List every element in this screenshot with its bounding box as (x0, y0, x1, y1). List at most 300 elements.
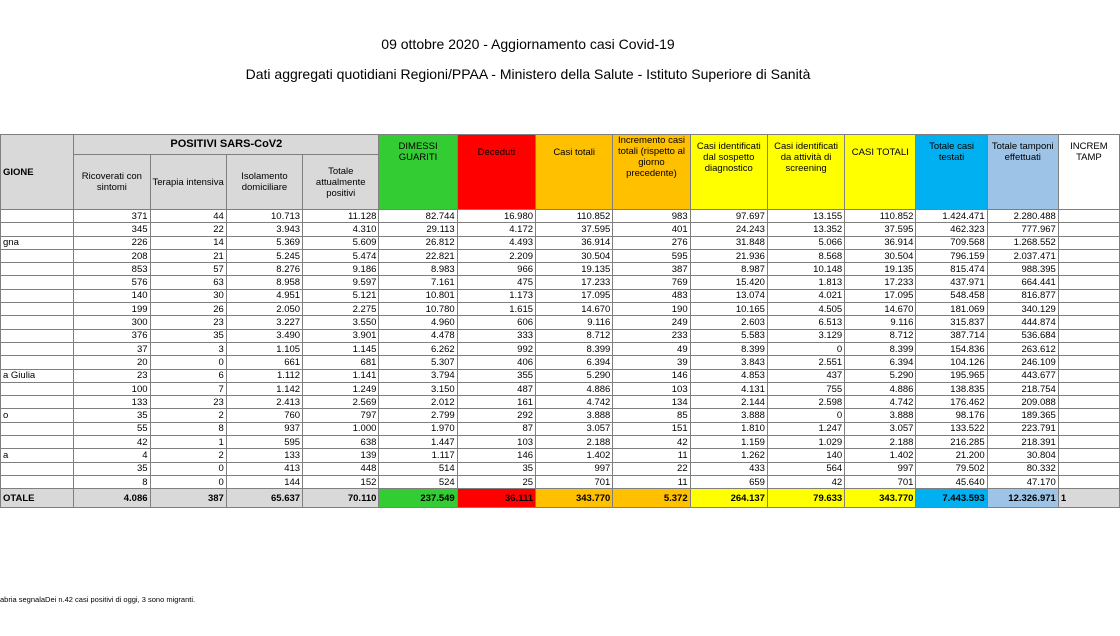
data-cell: 3.150 (379, 382, 457, 395)
data-cell: 110.852 (845, 210, 916, 223)
total-row (1, 489, 1120, 508)
data-cell: 4.742 (845, 396, 916, 409)
data-cell: 524 (379, 475, 457, 488)
incremento-tamponi-cell (1058, 236, 1119, 249)
data-cell: 98.176 (916, 409, 987, 422)
data-cell: 13.155 (767, 210, 844, 223)
region-cell (1, 422, 74, 435)
data-cell: 595 (226, 436, 302, 449)
data-cell: 966 (457, 263, 535, 276)
data-cell: 4.960 (379, 316, 457, 329)
data-cell: 709.568 (916, 236, 987, 249)
data-cell: 1.447 (379, 436, 457, 449)
data-cell: 769 (613, 276, 690, 289)
table-row (1, 210, 1120, 223)
data-cell: 11 (613, 449, 690, 462)
data-cell: 82.744 (379, 210, 457, 223)
incremento-tamponi-cell (1058, 409, 1119, 422)
data-cell: 988.395 (987, 263, 1058, 276)
table-row (1, 289, 1120, 302)
data-cell: 8.983 (379, 263, 457, 276)
data-cell: 333 (457, 329, 535, 342)
data-cell: 2.188 (536, 436, 613, 449)
data-cell: 20 (74, 356, 150, 369)
data-cell: 387 (613, 263, 690, 276)
data-cell: 10.801 (379, 289, 457, 302)
data-cell: 1.813 (767, 276, 844, 289)
data-cell: 548.458 (916, 289, 987, 302)
data-cell: 146 (613, 369, 690, 382)
data-cell: 35 (457, 462, 535, 475)
data-cell: 199 (74, 303, 150, 316)
data-cell: 5.290 (536, 369, 613, 382)
data-cell: 249 (613, 316, 690, 329)
data-cell: 146 (457, 449, 535, 462)
data-cell: 5.369 (226, 236, 302, 249)
data-cell: 144 (226, 475, 302, 488)
data-cell: 97.697 (690, 210, 767, 223)
incremento-tamponi-cell (1058, 449, 1119, 462)
data-cell: 9.186 (303, 263, 379, 276)
incremento-tamponi-cell (1058, 342, 1119, 355)
total-cell: 343.770 (845, 489, 916, 508)
data-cell: 44 (150, 210, 226, 223)
data-cell: 5.066 (767, 236, 844, 249)
data-cell: 797 (303, 409, 379, 422)
data-cell: 22 (150, 223, 226, 236)
data-cell: 3.943 (226, 223, 302, 236)
data-cell: 483 (613, 289, 690, 302)
data-cell: 5.290 (845, 369, 916, 382)
data-cell: 37 (74, 342, 150, 355)
total-cell: 12.326.971 (987, 489, 1058, 508)
data-cell: 1.117 (379, 449, 457, 462)
header-sospetto: Casi identificati dal sospetto diagnostico (690, 135, 767, 210)
region-cell (1, 303, 74, 316)
data-cell: 4.021 (767, 289, 844, 302)
data-cell: 1.615 (457, 303, 535, 316)
data-cell: 9.597 (303, 276, 379, 289)
data-cell: 208 (74, 249, 150, 262)
data-cell: 17.233 (845, 276, 916, 289)
data-cell: 37.595 (536, 223, 613, 236)
data-cell: 57 (150, 263, 226, 276)
data-cell: 7.161 (379, 276, 457, 289)
total-cell: 7.443.593 (916, 489, 987, 508)
data-cell: 576 (74, 276, 150, 289)
region-cell (1, 396, 74, 409)
data-cell: 30.504 (845, 249, 916, 262)
data-cell: 36.914 (536, 236, 613, 249)
data-cell: 24.243 (690, 223, 767, 236)
header-dimessi: DIMESSI GUARITI (379, 135, 457, 210)
data-cell: 16.980 (457, 210, 535, 223)
data-cell: 35 (150, 329, 226, 342)
region-cell (1, 475, 74, 488)
data-cell: 992 (457, 342, 535, 355)
total-cell: 70.110 (303, 489, 379, 508)
data-cell: 138.835 (916, 382, 987, 395)
data-cell: 1.810 (690, 422, 767, 435)
data-cell: 6.262 (379, 342, 457, 355)
data-cell: 475 (457, 276, 535, 289)
data-cell: 4.310 (303, 223, 379, 236)
incremento-tamponi-cell (1058, 396, 1119, 409)
data-cell: 30.804 (987, 449, 1058, 462)
table-row (1, 396, 1120, 409)
data-cell: 401 (613, 223, 690, 236)
data-cell: 701 (536, 475, 613, 488)
data-cell: 1.000 (303, 422, 379, 435)
data-cell: 4.172 (457, 223, 535, 236)
data-cell: 462.323 (916, 223, 987, 236)
incremento-tamponi-cell (1058, 422, 1119, 435)
header-screening: Casi identificati da attività di screening (767, 135, 844, 210)
data-cell: 0 (150, 356, 226, 369)
data-cell: 10.780 (379, 303, 457, 316)
region-cell (1, 223, 74, 236)
region-cell: a (1, 449, 74, 462)
data-cell: 39 (613, 356, 690, 369)
data-cell: 176.462 (916, 396, 987, 409)
data-cell: 1.249 (303, 382, 379, 395)
data-cell: 30.504 (536, 249, 613, 262)
incremento-tamponi-cell (1058, 263, 1119, 276)
region-cell (1, 462, 74, 475)
data-cell: 1 (150, 436, 226, 449)
header-deceduti: Deceduti (457, 135, 535, 210)
data-cell: 345 (74, 223, 150, 236)
table-row (1, 436, 1120, 449)
data-cell: 3.888 (536, 409, 613, 422)
incremento-tamponi-cell (1058, 369, 1119, 382)
data-cell: 8.712 (845, 329, 916, 342)
data-cell: 10.148 (767, 263, 844, 276)
data-cell: 997 (536, 462, 613, 475)
incremento-tamponi-cell (1058, 289, 1119, 302)
total-cell: 264.137 (690, 489, 767, 508)
region-cell (1, 356, 74, 369)
data-cell: 189.365 (987, 409, 1058, 422)
data-cell: 2.144 (690, 396, 767, 409)
table-row (1, 236, 1120, 249)
incremento-tamponi-cell (1058, 436, 1119, 449)
data-cell: 387.714 (916, 329, 987, 342)
data-cell: 701 (845, 475, 916, 488)
region-cell (1, 436, 74, 449)
data-cell: 42 (74, 436, 150, 449)
data-cell: 816.877 (987, 289, 1058, 302)
data-cell: 2 (150, 409, 226, 422)
data-cell: 406 (457, 356, 535, 369)
data-cell: 443.677 (987, 369, 1058, 382)
data-cell: 1.402 (845, 449, 916, 462)
data-cell: 2.050 (226, 303, 302, 316)
data-cell: 413 (226, 462, 302, 475)
incremento-tamponi-cell (1058, 249, 1119, 262)
data-cell: 8.399 (690, 342, 767, 355)
data-cell: 2.037.471 (987, 249, 1058, 262)
data-cell: 85 (613, 409, 690, 422)
data-cell: 133.522 (916, 422, 987, 435)
data-cell: 30 (150, 289, 226, 302)
data-cell: 3.057 (536, 422, 613, 435)
data-cell: 4.493 (457, 236, 535, 249)
data-cell: 796.159 (916, 249, 987, 262)
data-cell: 777.967 (987, 223, 1058, 236)
table-row (1, 249, 1120, 262)
data-cell: 514 (379, 462, 457, 475)
data-cell: 3.901 (303, 329, 379, 342)
data-cell: 181.069 (916, 303, 987, 316)
region-cell: o (1, 409, 74, 422)
data-cell: 4.131 (690, 382, 767, 395)
data-cell: 23 (150, 316, 226, 329)
data-table-wrapper (0, 134, 1108, 508)
data-cell: 937 (226, 422, 302, 435)
data-cell: 3.550 (303, 316, 379, 329)
data-cell: 15.420 (690, 276, 767, 289)
data-cell: 103 (613, 382, 690, 395)
data-cell: 2.275 (303, 303, 379, 316)
data-cell: 14.670 (845, 303, 916, 316)
table-row (1, 342, 1120, 355)
data-cell: 3.843 (690, 356, 767, 369)
data-cell: 3.227 (226, 316, 302, 329)
data-cell: 1.145 (303, 342, 379, 355)
data-cell: 133 (226, 449, 302, 462)
data-cell: 42 (767, 475, 844, 488)
data-cell: 8.276 (226, 263, 302, 276)
data-cell: 42 (613, 436, 690, 449)
data-cell: 2.598 (767, 396, 844, 409)
data-cell: 14 (150, 236, 226, 249)
report-subtitle: Dati aggregati quotidiani Regioni/PPAA - Ministero della Salute - Istituto Superiore di Sanità (245, 66, 811, 82)
data-cell: 3.888 (690, 409, 767, 422)
header-casi-totali: Casi totali (536, 135, 613, 210)
total-cell: 387 (150, 489, 226, 508)
data-cell: 11.128 (303, 210, 379, 223)
data-cell: 276 (613, 236, 690, 249)
data-cell: 853 (74, 263, 150, 276)
data-cell: 3.129 (767, 329, 844, 342)
table-row (1, 263, 1120, 276)
data-cell: 5.583 (690, 329, 767, 342)
data-cell: 437 (767, 369, 844, 382)
data-cell: 4.886 (845, 382, 916, 395)
total-cell: 5.372 (613, 489, 690, 508)
data-cell: 35 (74, 462, 150, 475)
data-cell: 80.332 (987, 462, 1058, 475)
data-cell: 659 (690, 475, 767, 488)
data-cell: 1.268.552 (987, 236, 1058, 249)
data-cell: 45.640 (916, 475, 987, 488)
data-cell: 79.502 (916, 462, 987, 475)
region-cell (1, 210, 74, 223)
data-cell: 209.088 (987, 396, 1058, 409)
data-cell: 133 (74, 396, 150, 409)
data-cell: 5.121 (303, 289, 379, 302)
data-cell: 661 (226, 356, 302, 369)
data-cell: 5.474 (303, 249, 379, 262)
data-cell: 8.568 (767, 249, 844, 262)
data-cell: 4.853 (690, 369, 767, 382)
region-cell (1, 329, 74, 342)
data-cell: 26 (150, 303, 226, 316)
header-positivi-group: POSITIVI SARS-CoV2 (74, 135, 379, 155)
data-cell: 8.399 (536, 342, 613, 355)
data-cell: 2.280.488 (987, 210, 1058, 223)
header-incremento-tamponi: INCREM TAMP (1058, 135, 1119, 210)
data-cell: 26.812 (379, 236, 457, 249)
table-row (1, 409, 1120, 422)
data-cell: 263.612 (987, 342, 1058, 355)
data-cell: 1.402 (536, 449, 613, 462)
data-cell: 152 (303, 475, 379, 488)
data-cell: 9.116 (536, 316, 613, 329)
data-cell: 4.886 (536, 382, 613, 395)
data-cell: 19.135 (536, 263, 613, 276)
data-cell: 300 (74, 316, 150, 329)
data-cell: 13.352 (767, 223, 844, 236)
data-cell: 1.105 (226, 342, 302, 355)
data-cell: 140 (767, 449, 844, 462)
total-cell: 237.549 (379, 489, 457, 508)
data-cell: 2.799 (379, 409, 457, 422)
data-cell: 376 (74, 329, 150, 342)
data-cell: 17.233 (536, 276, 613, 289)
data-cell: 0 (767, 409, 844, 422)
data-cell: 140 (74, 289, 150, 302)
table-body (1, 210, 1120, 489)
data-cell: 7 (150, 382, 226, 395)
data-cell: 4.505 (767, 303, 844, 316)
data-cell: 355 (457, 369, 535, 382)
data-cell: 437.971 (916, 276, 987, 289)
region-cell (1, 382, 74, 395)
data-cell: 3.057 (845, 422, 916, 435)
incremento-tamponi-cell (1058, 462, 1119, 475)
table-row (1, 223, 1120, 236)
header-casi-totali-caps: CASI TOTALI (845, 135, 916, 210)
data-cell: 983 (613, 210, 690, 223)
data-cell: 1.247 (767, 422, 844, 435)
data-cell: 226 (74, 236, 150, 249)
total-label: OTALE (1, 489, 74, 508)
header-ricoverati: Ricoverati con sintomi (74, 155, 150, 210)
data-cell: 1.159 (690, 436, 767, 449)
data-cell: 55 (74, 422, 150, 435)
data-cell: 5.307 (379, 356, 457, 369)
incremento-tamponi-cell (1058, 303, 1119, 316)
covid-data-table (0, 134, 1120, 508)
total-cell: 1 (1058, 489, 1119, 508)
data-cell: 31.848 (690, 236, 767, 249)
data-cell: 63 (150, 276, 226, 289)
data-cell: 2 (150, 449, 226, 462)
header-tamponi: Totale tamponi effettuati (987, 135, 1058, 210)
data-cell: 2.569 (303, 396, 379, 409)
data-cell: 246.109 (987, 356, 1058, 369)
header-testati: Totale casi testati (916, 135, 987, 210)
data-cell: 139 (303, 449, 379, 462)
table-row (1, 475, 1120, 488)
data-cell: 433 (690, 462, 767, 475)
table-row (1, 356, 1120, 369)
header-terapia: Terapia intensiva (150, 155, 226, 210)
table-row (1, 449, 1120, 462)
header-totale-positivi: Totale attualmente positivi (303, 155, 379, 210)
data-cell: 6.394 (845, 356, 916, 369)
data-cell: 100 (74, 382, 150, 395)
data-cell: 5.245 (226, 249, 302, 262)
region-cell (1, 316, 74, 329)
data-cell: 17.095 (845, 289, 916, 302)
data-cell: 3.794 (379, 369, 457, 382)
data-cell: 10.165 (690, 303, 767, 316)
data-cell: 103 (457, 436, 535, 449)
table-row (1, 462, 1120, 475)
header-isolamento: Isolamento domiciliare (226, 155, 302, 210)
data-cell: 35 (74, 409, 150, 422)
data-cell: 0 (150, 475, 226, 488)
data-cell: 1.262 (690, 449, 767, 462)
data-cell: 3 (150, 342, 226, 355)
data-cell: 1.141 (303, 369, 379, 382)
data-cell: 6 (150, 369, 226, 382)
data-cell: 1.029 (767, 436, 844, 449)
region-cell (1, 342, 74, 355)
data-cell: 2.603 (690, 316, 767, 329)
table-row (1, 303, 1120, 316)
data-cell: 487 (457, 382, 535, 395)
data-cell: 815.474 (916, 263, 987, 276)
data-cell: 8.958 (226, 276, 302, 289)
report-title: 09 ottobre 2020 - Aggiornamento casi Covid-19 (381, 36, 675, 52)
data-cell: 1.142 (226, 382, 302, 395)
table-row (1, 276, 1120, 289)
incremento-tamponi-cell (1058, 382, 1119, 395)
data-cell: 134 (613, 396, 690, 409)
data-cell: 195.965 (916, 369, 987, 382)
data-cell: 216.285 (916, 436, 987, 449)
table-row (1, 422, 1120, 435)
region-cell (1, 276, 74, 289)
data-cell: 664.441 (987, 276, 1058, 289)
data-cell: 25 (457, 475, 535, 488)
data-cell: 2.012 (379, 396, 457, 409)
data-cell: 8.399 (845, 342, 916, 355)
table-row (1, 329, 1120, 342)
data-cell: 10.713 (226, 210, 302, 223)
region-cell: a Giulia (1, 369, 74, 382)
data-cell: 154.836 (916, 342, 987, 355)
data-cell: 4 (74, 449, 150, 462)
data-cell: 151 (613, 422, 690, 435)
data-cell: 21 (150, 249, 226, 262)
data-cell: 1.112 (226, 369, 302, 382)
data-cell: 37.595 (845, 223, 916, 236)
region-cell (1, 249, 74, 262)
data-cell: 371 (74, 210, 150, 223)
data-cell: 6.513 (767, 316, 844, 329)
table-row (1, 369, 1120, 382)
data-cell: 8.712 (536, 329, 613, 342)
data-cell: 4.478 (379, 329, 457, 342)
data-cell: 14.670 (536, 303, 613, 316)
data-cell: 760 (226, 409, 302, 422)
data-cell: 292 (457, 409, 535, 422)
